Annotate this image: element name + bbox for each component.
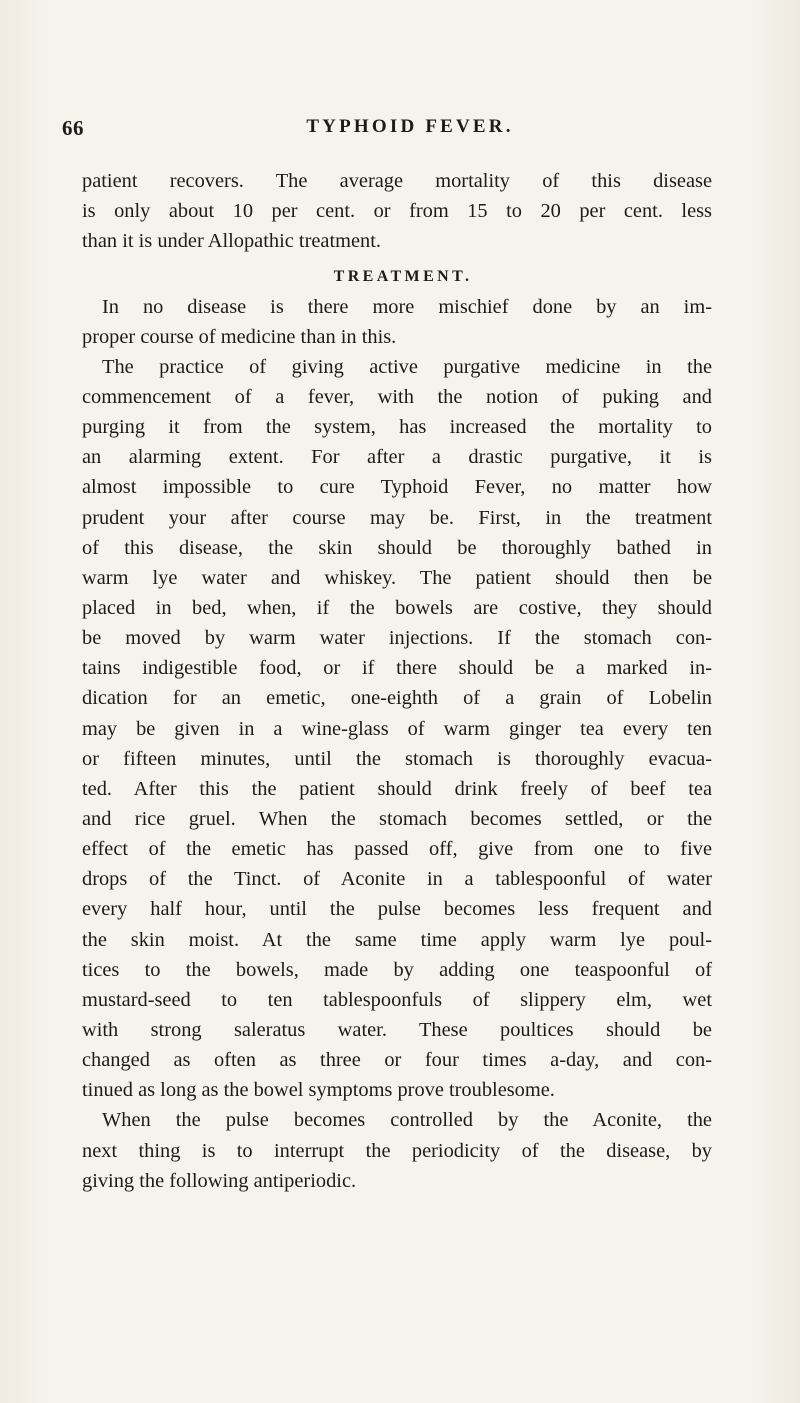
intro-paragraph bbox=[82, 166, 712, 256]
text-line: with strong saleratus water. These poultices should be bbox=[82, 1018, 712, 1041]
paragraph-1 bbox=[82, 292, 712, 352]
paragraph-3 bbox=[82, 1105, 712, 1195]
text-line: is only about 10 per cent. or from 15 to 20 per cent. less bbox=[82, 200, 712, 223]
text-line: patient recovers. The average mortality of this disease bbox=[82, 170, 712, 192]
text-line: next thing is to interrupt the periodicity of the disease, by bbox=[82, 1139, 712, 1162]
text-line: every half hour, until the pulse becomes less frequent and bbox=[82, 898, 712, 921]
text-line: giving the following antiperiodic. bbox=[82, 1169, 357, 1192]
text-line: the skin moist. At the same time apply warm lye poul- bbox=[82, 928, 712, 951]
text-line: than it is under Allopathic treatment. bbox=[82, 230, 381, 253]
text-line: warm lye water and whiskey. The patient should then be bbox=[82, 566, 712, 589]
text-line: proper course of medicine than in this. bbox=[82, 325, 397, 348]
text-line: drops of the Tinct. of Aconite in a tablespoonful of water bbox=[82, 868, 712, 891]
text-line: may be given in a wine-glass of warm ginger tea every ten bbox=[82, 717, 712, 740]
page-header bbox=[62, 116, 722, 146]
text-line: an alarming extent. For after a drastic purgative, it is bbox=[82, 446, 712, 469]
text-line: almost impossible to cure Typhoid Fever, no matter how bbox=[82, 476, 712, 499]
text-line: In no disease is there more mischief done by an im- bbox=[102, 295, 712, 318]
text-line: or fifteen minutes, until the stomach is thoroughly evacua- bbox=[82, 747, 712, 770]
paragraph-2 bbox=[82, 352, 712, 1106]
text-line: of this disease, the skin should be thoroughly bathed in bbox=[82, 536, 712, 559]
text-line: purging it from the system, has increased the mortality to bbox=[82, 416, 712, 439]
text-line: When the pulse becomes controlled by the Aconite, the bbox=[102, 1109, 712, 1132]
text-line: prudent your after course may be. First, in the treatment bbox=[82, 506, 712, 529]
running-head: TYPHOID FEVER. bbox=[306, 116, 514, 137]
text-line: tices to the bowels, made by adding one teaspoonful of bbox=[82, 958, 712, 981]
text-line: ted. After this the patient should drink freely of beef tea bbox=[82, 777, 712, 800]
text-line: mustard-seed to ten tablespoonfuls of slippery elm, wet bbox=[82, 988, 712, 1011]
section-heading: TREATMENT. bbox=[333, 268, 473, 286]
text-line: The practice of giving active purgative medicine in the bbox=[102, 355, 712, 378]
text-line: effect of the emetic has passed off, give from one to five bbox=[82, 838, 712, 861]
text-line: commencement of a fever, with the notion of puking and bbox=[82, 385, 712, 408]
text-line: tains indigestible food, or if there should be a marked in- bbox=[82, 657, 712, 680]
text-line: dication for an emetic, one-eighth of a grain of Lobelin bbox=[82, 687, 712, 710]
page-number: 66 bbox=[62, 116, 84, 140]
text-line: placed in bed, when, if the bowels are costive, they should bbox=[82, 596, 712, 619]
text-line: be moved by warm water injections. If the stomach con- bbox=[82, 627, 712, 650]
text-line: and rice gruel. When the stomach becomes settled, or the bbox=[82, 807, 712, 830]
text-line: tinued as long as the bowel symptoms prove troublesome. bbox=[82, 1079, 555, 1102]
body-text bbox=[82, 166, 712, 1196]
text-line: changed as often as three or four times a-day, and con- bbox=[82, 1049, 712, 1072]
